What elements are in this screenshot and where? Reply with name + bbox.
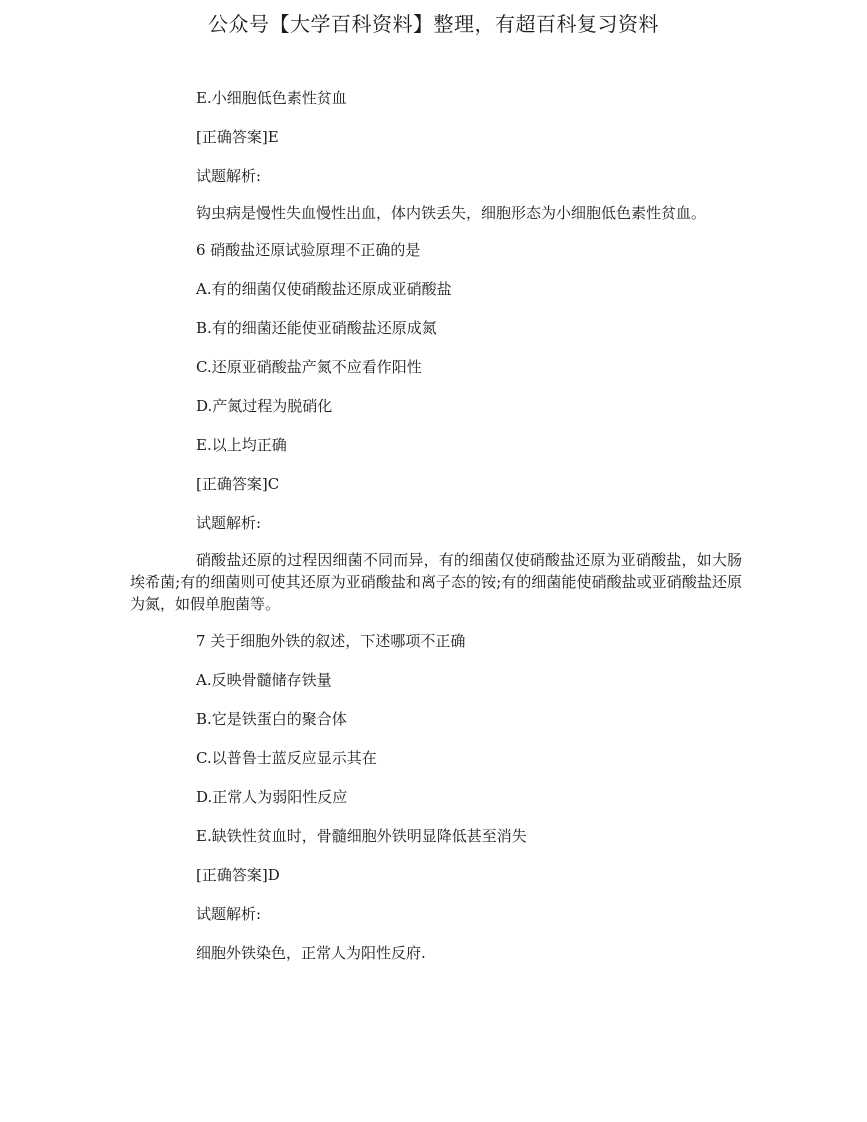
explanation-label-prev: 试题解析: bbox=[196, 167, 262, 185]
option-e-prev: E.小细胞低色素性贫血 bbox=[196, 89, 347, 107]
question-6-explanation-text: 硝酸盐还原的过程因细菌不同而异，有的细菌仅使硝酸盐还原为亚硝酸盐，如大肠埃希菌;有的细菌则可使其还原为亚硝酸盐和离子态的铵;有的细菌能使硝酸盐或亚硝酸盐还原为氮，如假单胞菌等。 bbox=[130, 551, 742, 613]
question-7-option-b: B.它是铁蛋白的聚合体 bbox=[196, 710, 347, 728]
question-6-option-d: D.产氮过程为脱硝化 bbox=[196, 397, 333, 415]
question-7-option-c: C.以普鲁士蓝反应显示其在 bbox=[196, 749, 377, 767]
question-7-option-a: A.反映骨髓储存铁量 bbox=[196, 671, 332, 689]
document-body bbox=[130, 85, 742, 979]
question-7-option-d: D.正常人为弱阳性反应 bbox=[196, 788, 348, 806]
question-7-answer: [正确答案]D bbox=[196, 866, 280, 884]
question-6-answer: [正确答案]C bbox=[196, 475, 280, 493]
question-7-explanation-label: 试题解析: bbox=[196, 905, 262, 923]
explanation-text-prev: 钩虫病是慢性失血慢性出血，体内铁丢失，细胞形态为小细胞低色素性贫血。 bbox=[196, 204, 707, 222]
question-7: 7 关于细胞外铁的叙述，下述哪项不正确 bbox=[196, 632, 466, 650]
question-7-explanation-text: 细胞外铁染色，正常人为阳性反府. bbox=[196, 944, 426, 962]
question-7-option-e: E.缺铁性贫血时，骨髓细胞外铁明显降低甚至消失 bbox=[196, 827, 527, 845]
page-header: 公众号【大学百科资料】整理，有超百科复习资料 bbox=[208, 12, 659, 36]
question-6-option-b: B.有的细菌还能使亚硝酸盐还原成氮 bbox=[196, 319, 437, 337]
question-6: 6 硝酸盐还原试验原理不正确的是 bbox=[196, 241, 421, 259]
answer-prev: [正确答案]E bbox=[196, 128, 279, 146]
question-6-option-a: A.有的细菌仅使硝酸盐还原成亚硝酸盐 bbox=[196, 280, 452, 298]
question-6-explanation-label: 试题解析: bbox=[196, 514, 262, 532]
question-6-option-c: C.还原亚硝酸盐产氮不应看作阳性 bbox=[196, 358, 422, 376]
question-6-option-e: E.以上均正确 bbox=[196, 436, 287, 454]
